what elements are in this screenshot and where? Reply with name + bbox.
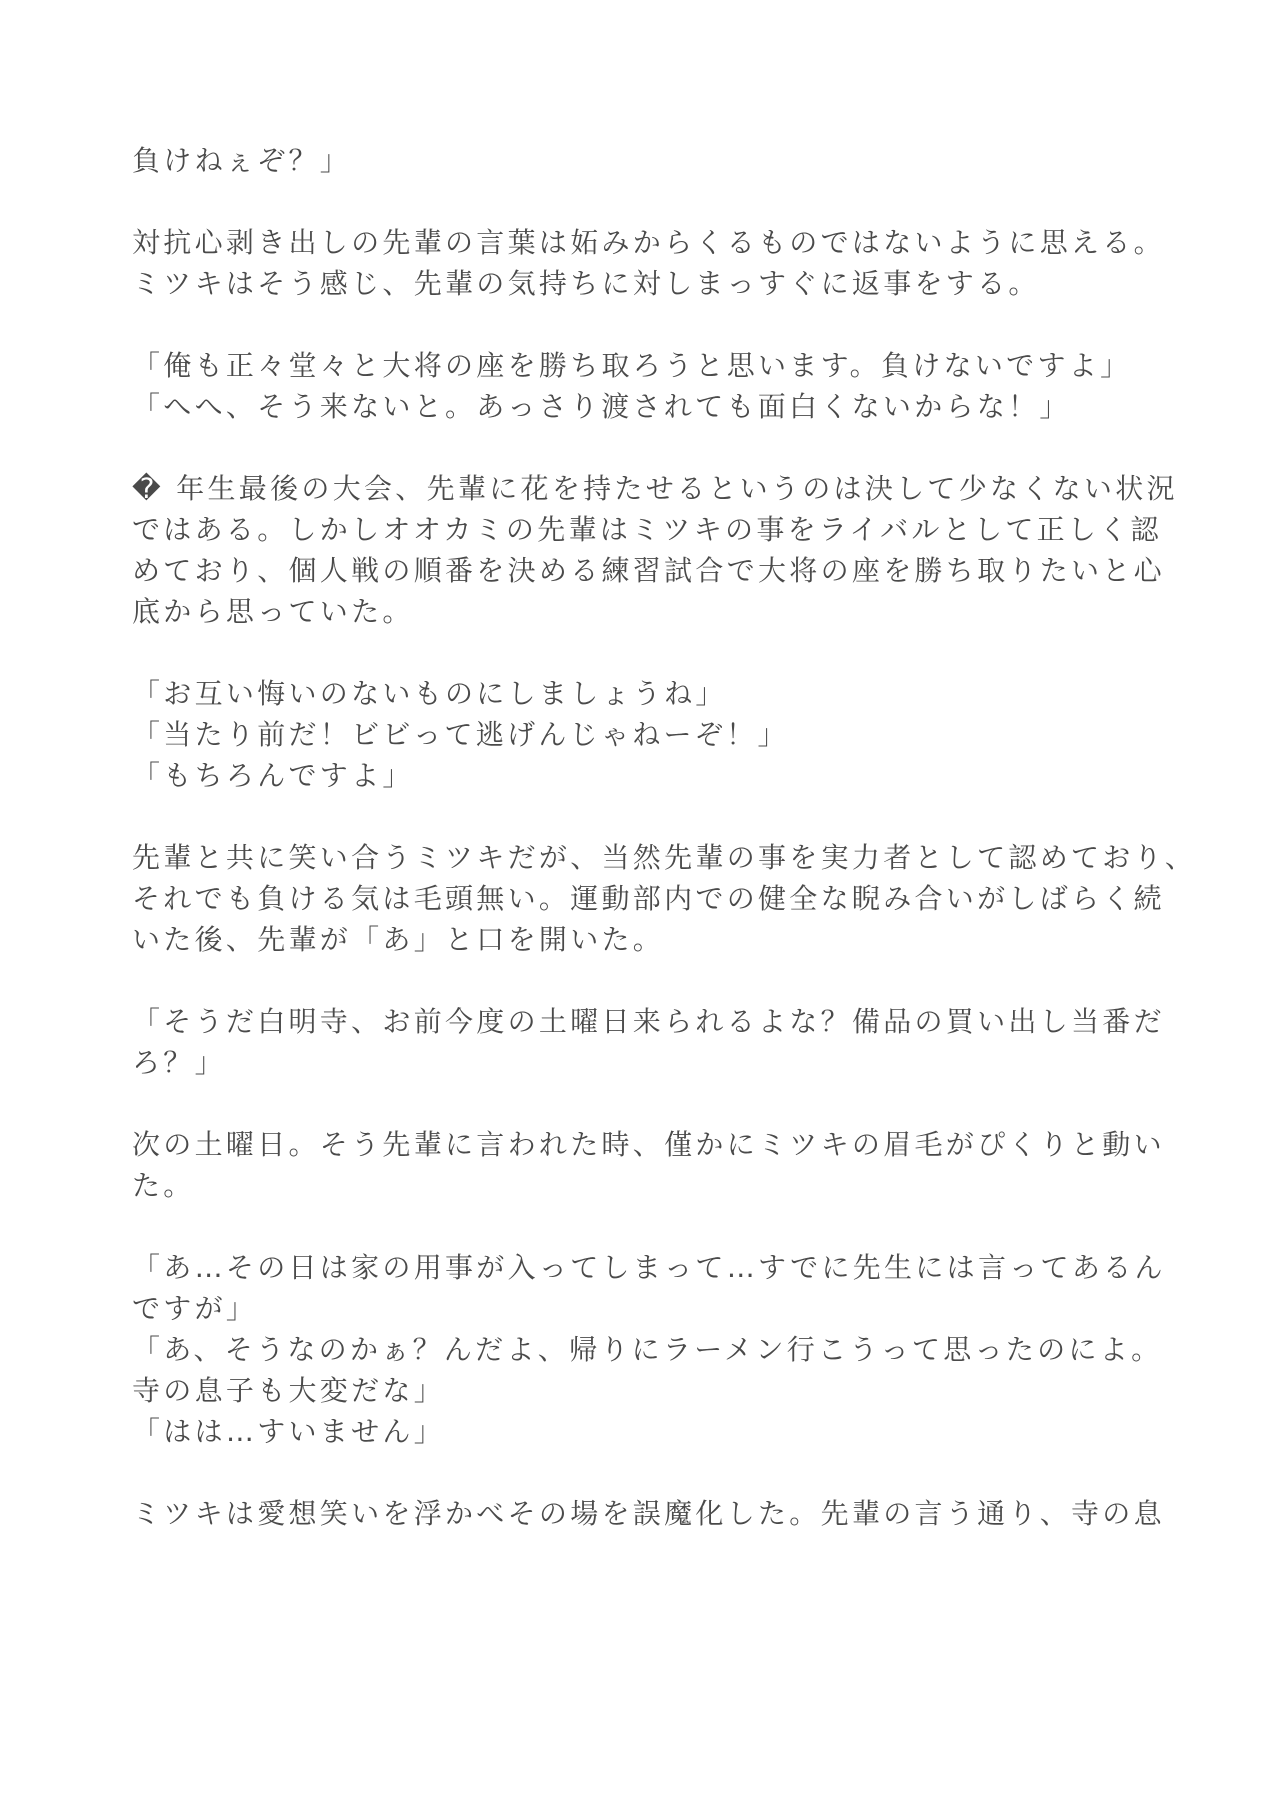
text-line: 先輩と共に笑い合うミツキだが、当然先輩の事を実力者として認めており、 xyxy=(132,841,1197,874)
text-line: それでも負ける気は毛頭無い。運動部内での健全な睨み合いがしばらく続 xyxy=(132,882,1165,915)
text-line: めており、個人戦の順番を決める練習試合で大将の座を勝ち取りたいと心 xyxy=(132,554,1165,587)
paragraph xyxy=(132,837,1197,960)
text-line: 底から思っていた。 xyxy=(132,595,414,628)
text-line: 対抗心剥き出しの先輩の言葉は妬みからくるものではないように思える。 xyxy=(132,226,1165,259)
dialogue-line: 「俺も正々堂々と大将の座を勝ち取ろうと思います。負けないですよ」 xyxy=(132,349,1132,382)
dialogue-line: 「お互い悔いのないものにしましょうね」 xyxy=(132,677,727,710)
dialogue-block xyxy=(132,1247,1167,1452)
text-line: いた後、先輩が「あ」と口を開いた。 xyxy=(132,923,665,956)
paragraph xyxy=(132,1124,1167,1206)
dialogue-line: ですが」 xyxy=(132,1292,258,1325)
text-line: ではある。しかしオオカミの先輩はミツキの事をライバルとして正しく認 xyxy=(132,513,1162,546)
dialogue-line: 「あ…その日は家の用事が入ってしまって…すでに先生には言ってあるん xyxy=(132,1251,1166,1284)
text-line: た。 xyxy=(132,1169,195,1202)
text-line: 次の土曜日。そう先輩に言われた時、僅かにミツキの眉毛がぴくりと動い xyxy=(132,1128,1165,1161)
text-line: ミツキはそう感じ、先輩の気持ちに対しまっすぐに返事をする。 xyxy=(132,267,1040,300)
dialogue-line: 「もちろんですよ」 xyxy=(132,759,414,792)
dialogue-block xyxy=(132,1001,1167,1083)
dialogue-block xyxy=(132,345,1167,427)
text-line: 負けねぇぞ？」 xyxy=(132,144,352,177)
dialogue-line: 「当たり前だ！ビビって逃げんじゃねーぞ！」 xyxy=(132,718,789,751)
text-line: ミツキは愛想笑いを浮かべその場を誤魔化した。先輩の言う通り、寺の息 xyxy=(132,1497,1165,1530)
dialogue-line: 「そうだ白明寺、お前今度の土曜日来られるよな？備品の買い出し当番だ xyxy=(132,1005,1165,1038)
paragraph xyxy=(132,140,1167,181)
dialogue-line: 「あ、そうなのかぁ？んだよ、帰りにラーメン行こうって思ったのによ。 xyxy=(132,1333,1163,1366)
dialogue-block xyxy=(132,673,1167,796)
document-body xyxy=(132,140,1197,1575)
dialogue-line: 「はは…すいません」 xyxy=(132,1415,446,1448)
dialogue-line: 「へへ、そう来ないと。あっさり渡されても面白くないからな！」 xyxy=(132,390,1071,423)
paragraph xyxy=(132,1493,1167,1534)
text-line: � 年生最後の大会、先輩に花を持たせるというのは決して少なくない状況 xyxy=(132,472,1178,505)
dialogue-line: ろ？」 xyxy=(132,1046,226,1079)
dialogue-line: 寺の息子も大変だな」 xyxy=(132,1374,446,1407)
paragraph xyxy=(132,468,1178,632)
paragraph xyxy=(132,222,1167,304)
